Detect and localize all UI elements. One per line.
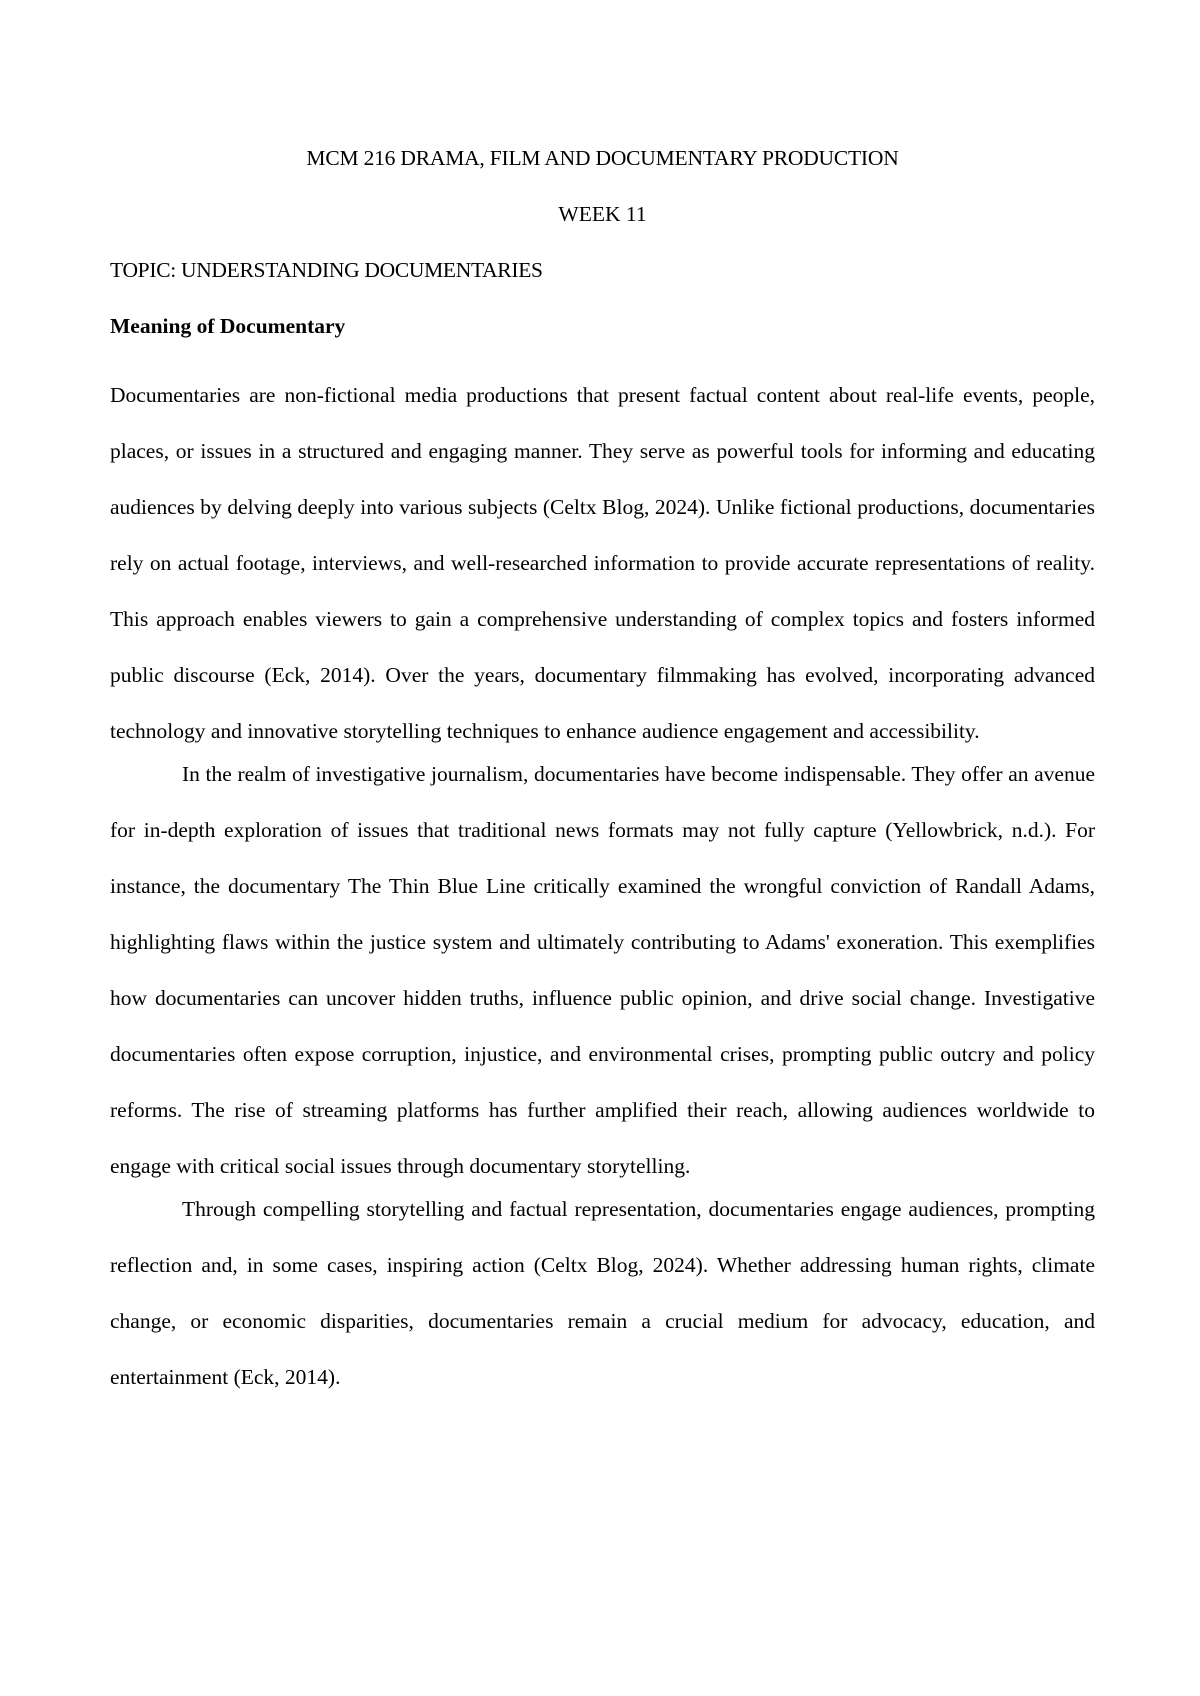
topic-heading: TOPIC: UNDERSTANDING DOCUMENTARIES xyxy=(110,258,543,282)
document-body xyxy=(110,367,1095,1405)
section-heading: Meaning of Documentary xyxy=(110,314,346,338)
week-label: WEEK 11 xyxy=(558,202,647,226)
paragraph-1: Documentaries are non-fictional media productions that present factual content about real-life events, people, places, or issues in a structured and engaging manner. They serve as powerful tools for informing and educating audiences by delving deeply into various subjects (Celtx Blog, 2024). Unlike fictional productions, documentaries rely on actual footage, interviews, and well-researched information to provide accurate representations of reality. This approach enables viewers to gain a comprehensive understanding of complex topics and fosters informed public discourse (Eck, 2014). Over the years, documentary filmmaking has evolved, incorporating advanced technology and innovative storytelling techniques to enhance audience engagement and accessibility. xyxy=(110,383,1095,743)
paragraph-3: Through compelling storytelling and factual representation, documentaries engage audiences, prompting reflection and, in some cases, inspiring action (Celtx Blog, 2024). Whether addressing human rights, climate change, or economic disparities, documentaries remain a crucial medium for advocacy, education, and entertainment (Eck, 2014). xyxy=(110,1197,1095,1389)
document-content xyxy=(110,143,1095,1405)
paragraph-2: In the realm of investigative journalism, documentaries have become indispensable. They offer an avenue for in-depth exploration of issues that traditional news formats may not fully capture (Yellowbrick, n.d.). For instance, the documentary The Thin Blue Line critically examined the wrongful conviction of Randall Adams, highlighting flaws within the justice system and ultimately contributing to Adams' exoneration. This exemplifies how documentaries can uncover hidden truths, influence public opinion, and drive social change. Investigative documentaries often expose corruption, injustice, and environmental crises, prompting public outcry and policy reforms. The rise of streaming platforms has further amplified their reach, allowing audiences worldwide to engage with critical social issues through documentary storytelling. xyxy=(110,762,1095,1178)
course-title: MCM 216 DRAMA, FILM AND DOCUMENTARY PRODUCTION xyxy=(306,146,899,170)
